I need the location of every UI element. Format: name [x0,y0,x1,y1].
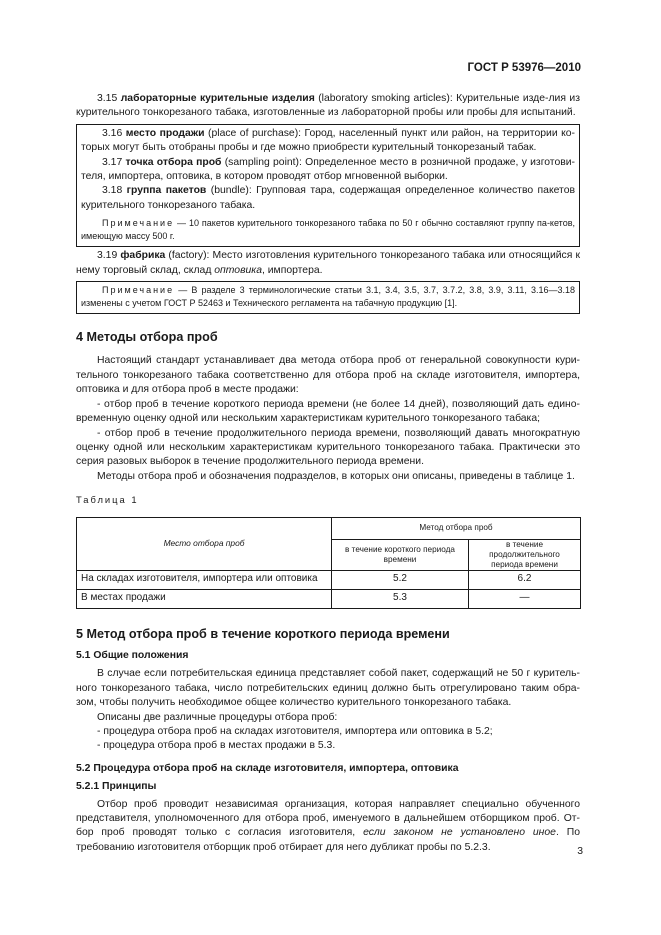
term-number: 3.17 [102,156,123,168]
section-4-para-3: - отбор проб в течение продолжительного периода времени, позволяющий давать многократную оценку одной или нескольким характеристикам курительного тонкорезаного табака. Практически это серия разовых выборок в течение продолжительного периода времени. [76,427,580,468]
section-5-title: 5 Метод отбора проб в течение короткого периода времени [76,626,450,641]
term-definition: (bundle): Групповая тара, содержащая определенное количество пакетов курительного тонкорезаного табака. [81,185,575,211]
section-5-1-para-3: - процедура отбора проб на складах изготовителя, импортера или оптовика в 5.2; [97,725,493,737]
cell-short: 5.2 [332,570,469,589]
section-4-title: 4 Методы отбора проб [76,330,218,345]
term-name: группа пакетов [126,185,207,197]
term-number: 3.18 [102,185,123,197]
term-definition: (place of purchase): Город, населенный пункт или район, на территории ко-торых могут быть отобраны пробы и где можно приобрести курительный тонкорезаный табак. [81,127,575,154]
cell-long: 6.2 [469,570,581,589]
section-5-1-title: 5.1 Общие положения [76,649,189,661]
changed-terms-box [76,124,580,247]
cell-place: В местах продажи [77,589,332,608]
para-text-italic: если законом не установлено иное [363,827,556,839]
term-number: 3.16 [102,127,123,139]
term-3-17 [81,156,575,185]
term-definition-italic: оптовика [214,264,262,276]
term-number: 3.19 [97,250,118,262]
para-text: Отбор проб проводит независимая организация, которая направляет специально обученного представителя, уполномоченного для отбора проб, именуемого в дальнейшем отборщиком проб. От-бор проб проводят только с согласия изготовителя, [76,798,580,839]
note-label: Примечание [102,218,175,229]
header-method: Метод отбора проб [332,517,581,539]
page-number: 3 [577,846,583,857]
term-name: место продажи [125,127,205,139]
term-3-16 [81,127,575,156]
table-row [77,570,581,589]
section-5-2-1-title: 5.2.1 Принципы [76,781,157,793]
term-definition: (laboratory smoking articles): Курительные изде-лия из курительного тонкорезаного табака, изготовленные из лабораторной пробы или пробы для испытаний. [76,93,580,119]
header-place: Место отбора проб [77,517,332,570]
note-label: Примечание [102,285,175,296]
section-4-para-2: - отбор проб в течение короткого периода времени (не более 14 дней), позволяющий дать едино-временную оценку одной или нескольким характеристикам курительного тонкорезаного табака; [76,398,580,425]
cell-long: — [469,589,581,608]
para-text-end: . По требованию изготовителя отборщик проб отбирает для него дубликат пробы по 5.2.3. [76,827,580,853]
term-number: 3.15 [97,93,118,104]
section-5-2-1-para-1 [76,798,580,856]
header-short-period: в течение короткого периода времени [332,539,469,570]
standard-code: ГОСТ Р 53976—2010 [467,62,581,74]
term-definition: (factory): Место изготовления курительного тонкорезаного табака или относящийся к нему торговый склад, склад [76,250,581,276]
cell-short: 5.3 [332,589,469,608]
term-3-19 [76,249,580,278]
table-1 [76,517,581,609]
note-3-18 [81,217,575,243]
term-name: лабораторные курительные изделия [120,93,315,104]
section3-note [81,284,575,310]
section-5-1-para-1: В случае если потребительская единица представляет собой пакет, содержащий не 50 г куритель-ного тонкорезаного табака, число потребительских единиц должно быть отрегулировано таким обра-зом, чтобы получить необходимое общее количество курительного тонкорезаного табака. [76,668,580,709]
term-definition: (sampling point): Определенное место в розничной продаже, у изготови-теля, импортера, оптовика, в котором проводят отбор мгновенной выборки. [81,156,576,183]
section-5-1-para-2: Описаны две различные процедуры отбора проб: [97,711,338,723]
term-3-18 [81,184,575,213]
term-3-15 [76,92,580,121]
table-caption: Таблица 1 [76,494,139,506]
term-name: фабрика [120,250,166,262]
section3-note-box [76,281,580,314]
section-4-para-4: Методы отбора проб и обозначения подразделов, в которых они описаны, приведены в таблице 1. [97,470,575,482]
section-5-1-para-4: - процедура отбора проб в местах продажи в 5.3. [97,740,336,752]
header-long-period: в течение продолжительного периода времени [469,539,581,570]
table-row [77,589,581,608]
section-5-2-title: 5.2 Процедура отбора проб на складе изготовителя, импортера, оптовика [76,762,459,774]
section-4-para-1: Настоящий стандарт устанавливает два метода отбора проб от генеральной совокупности кури-тельного тонкорезаного табака соответственно для отбора проб на складе изготовителя, импортера, оптовика и для отбора проб в месте продажи: [76,355,580,396]
note-text: — В разделе 3 терминологические статьи 3.1, 3.4, 3.5, 3.7, 3.7.2, 3.8, 3.9, 3.11, 3.16—3.18 изменены с учетом ГОСТ Р 52463 и Технического регламента на табачную продукцию [1]. [81,285,575,309]
page-content [76,92,580,855]
term-name: точка отбора проб [125,156,222,168]
cell-place: На складах изготовителя, импортера или оптовика [77,570,332,589]
term-definition-end: , импортера. [261,264,323,276]
note-text: — 10 пакетов курительного тонкорезаного табака по 50 г обычно составляют группу па-кетов, имеющую массу 500 г. [81,218,575,242]
